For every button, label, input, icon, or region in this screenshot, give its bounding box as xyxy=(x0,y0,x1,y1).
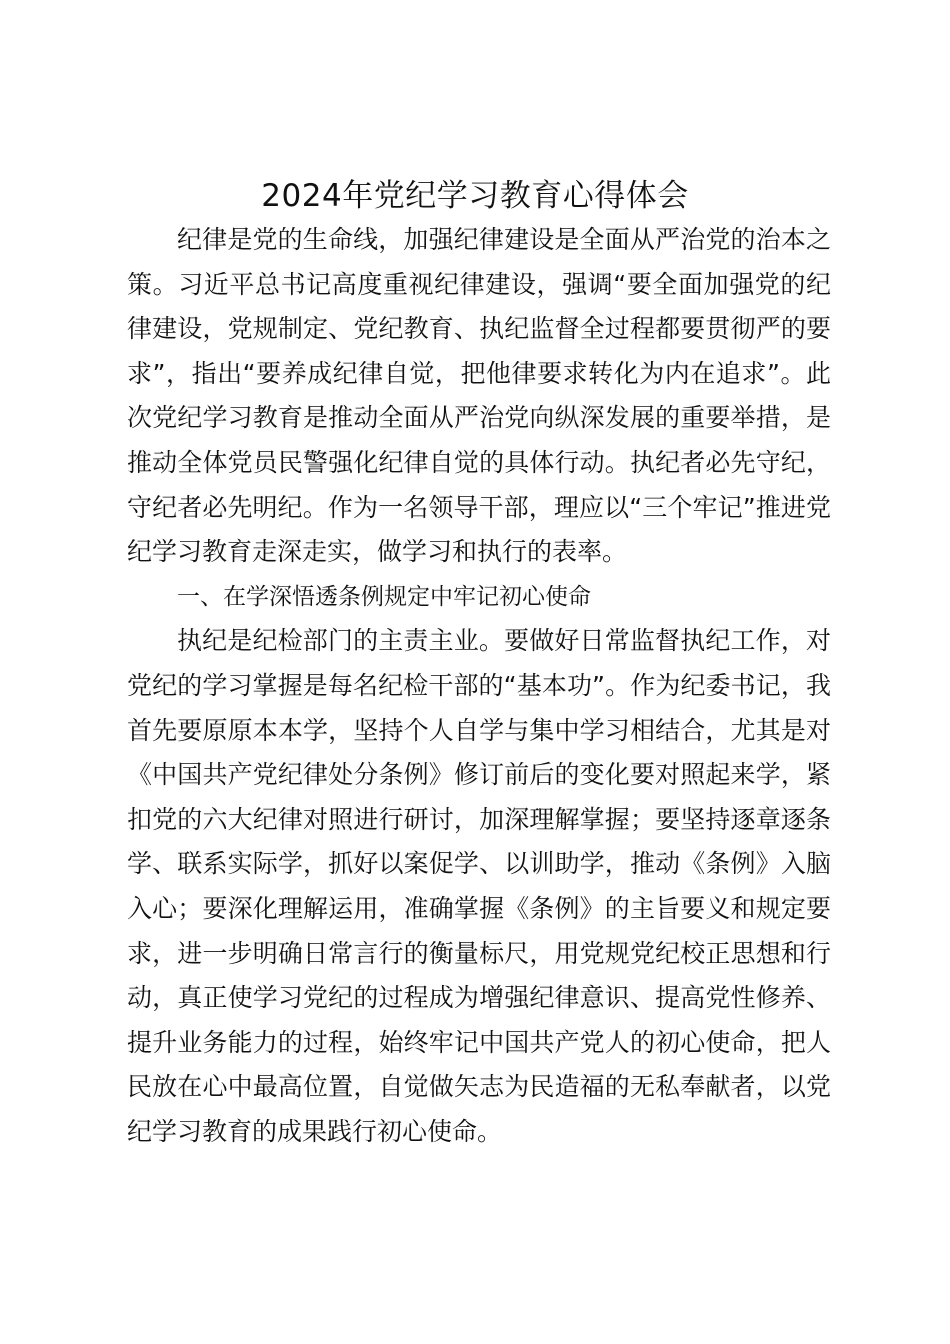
document-title: 2024年党纪学习教育心得体会 xyxy=(261,178,689,214)
intro-paragraph: 纪律是党的生命线，加强纪律建设是全面从严治党的治本之策。习近平总书记高度重视纪律建设，强调“要全面加强党的纪律建设，党规制定、党纪教育、执纪监督全过程都要贯彻严的要求”，指出“要养成纪律自觉，把他律要求转化为内在追求”。此次党纪学习教育是推动全面从严治党向纵深发展的重要举措，是推动全体党员民警强化纪律自觉的具体行动。执纪者必先守纪，守纪者必先明纪。作为一名领导干部，理应以“三个牢记”推进党纪学习教育走深走实，做学习和执行的表率。 xyxy=(127,225,831,567)
section-heading: 一、在学深悟透条例规定中牢记初心使命 xyxy=(177,583,591,610)
document-body xyxy=(127,218,831,1154)
section-paragraph: 执纪是纪检部门的主责主业。要做好日常监督执纪工作，对党纪的学习掌握是每名纪检干部的“基本功”。作为纪委书记，我首先要原原本本学，坚持个人自学与集中学习相结合，尤其是对《中国共产党纪律处分条例》修订前后的变化要对照起来学，紧扣党的六大纪律对照进行研讨，加深理解掌握；要坚持逐章逐条学、联系实际学，抓好以案促学、以训助学，推动《条例》入脑入心；要深化理解运用，准确掌握《条例》的主旨要义和规定要求，进一步明确日常言行的衡量标尺，用党规党纪校正思想和行动，真正使学习党纪的过程成为增强纪律意识、提高党性修养、提升业务能力的过程，始终牢记中国共产党人的初心使命，把人民放在心中最高位置，自觉做矢志为民造福的无私奉献者，以党纪学习教育的成果践行初心使命。 xyxy=(127,626,831,1146)
